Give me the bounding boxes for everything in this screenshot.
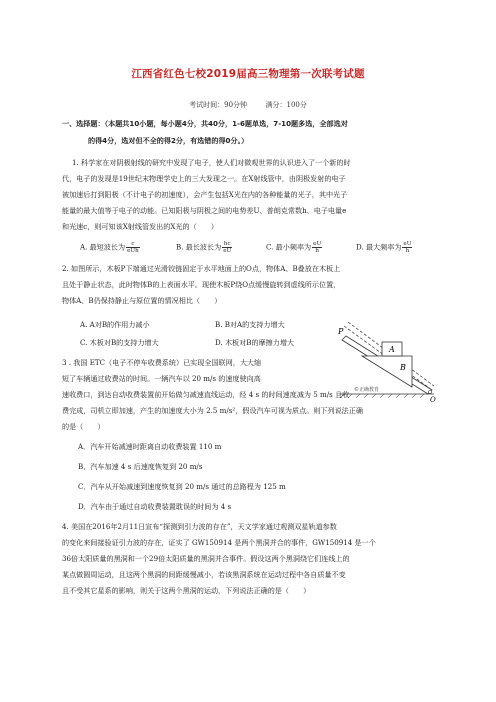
q2-option-a[interactable]: A. A对B的作用力减小 bbox=[80, 320, 150, 329]
q1-option-b[interactable]: B. 最长波长为 $\frac{hc}{eU}$ bbox=[176, 241, 232, 254]
q1-line3: 被加速后打到阳极（不计电子的初速度），会产生包括X光在内的各种能量的光子，其中光子 bbox=[62, 190, 348, 199]
q2-option-c[interactable]: C. 木板对B的支持力增大 bbox=[80, 338, 159, 347]
q1-option-d[interactable]: D. 最大频率为 $\frac{eU}{h}$ bbox=[356, 241, 412, 254]
q1-line5: 和光速c，则可知该X射线管发出的X光的（ ） bbox=[62, 222, 218, 231]
q1-option-c[interactable]: C. 最小频率为 $\frac{eU}{h}$ bbox=[266, 241, 322, 254]
q1-line2: 代，电子的发现是19世纪末物理学史上的三大发现之一。在X射线管中，由阴极发射的电子 bbox=[62, 174, 346, 183]
q3-option-c[interactable]: C．汽车从开始减速到速度恢复到 20 m/s 通过的总路程为 125 m bbox=[78, 482, 286, 491]
q4-line3: 36倍太阳质量的黑洞和一个29倍太阳质量的黑洞并合事件。假设这两个黑洞绕它们连线上的 bbox=[62, 554, 350, 563]
label-o: O bbox=[430, 396, 436, 402]
q3-option-b[interactable]: B．汽车加速 4 s 后速度恢复到 20 m/s bbox=[78, 462, 203, 471]
q4-line2: 的变化来间接验证引力波的存在，证实了 GW150914 是两个黑洞并合的事件，GW150914 是一个 bbox=[62, 538, 376, 547]
section1-line2: 的得4分，选对但不全的得2分，有选错的得0分。） bbox=[88, 136, 249, 145]
q1-line4: 能量的最大值等于电子的动能。已知阳极与阴极之间的电势差U、普朗克常数h、电子电量e bbox=[62, 206, 347, 215]
q2-option-b[interactable]: B. B对A的支持力增大 bbox=[215, 320, 285, 329]
q3-option-a[interactable]: A．汽车开始减速时距离自动收费装置 110 m bbox=[78, 442, 222, 451]
q4-line5: 且不受其它星系的影响，则关于这两个黑洞的运动，下列说法正确的是（ ） bbox=[62, 586, 311, 595]
q3-line5: 的是（ ） bbox=[62, 422, 105, 431]
exam-info bbox=[0, 100, 496, 110]
label-b: B bbox=[400, 363, 406, 372]
page-title: 江西省红色七校2019届高三物理第一次联考试题 bbox=[131, 68, 365, 80]
q3-line3: 速收费口，到达自动收费装置前开始做匀减速直线运动，经 4 s 的时间速度减为 5 m/s 且收 bbox=[62, 390, 350, 399]
label-p: P bbox=[338, 327, 344, 336]
section1-line1: 一、选择题：（本题共10小题，每小题4分，共40分，1-6题单选，7-10题多选，全部选对 bbox=[62, 119, 348, 128]
q4-line1: 4. 美国在2016年2月11日宣布“探测到引力波的存在”，天文学家通过观测双星轨道参数 bbox=[62, 522, 337, 531]
exam-time: 考试时间：90分钟 bbox=[189, 101, 248, 109]
q2-option-d[interactable]: D. 木板对B的摩擦力增大 bbox=[215, 338, 295, 347]
diagram-caption: ©正确教育 bbox=[354, 387, 380, 393]
q2-line2: 且处于静止状态，此时物体B的上表面水平。现使木板P绕O点缓慢旋转到虚线所示位置， bbox=[62, 280, 341, 289]
q2-line3: 物体A、B仍保持静止与原位置的情况相比（ ） bbox=[62, 296, 222, 305]
q4-line4: 某点做圆周运动，且这两个黑洞的间距缓慢减小，若该黑洞系统在运动过程中各自质量不变 bbox=[62, 570, 346, 579]
ground-hatch bbox=[340, 394, 424, 398]
hinge-o bbox=[429, 391, 432, 394]
exam-score: 满分：100分 bbox=[265, 101, 307, 109]
q3-line2: 短了车辆通过收费站的时间。一辆汽车以 20 m/s 的速度驶向高 bbox=[62, 374, 261, 383]
label-a: A bbox=[389, 345, 395, 354]
q1-option-a[interactable]: A. 最短波长为 $\frac{c}{\text{eUh}}$ bbox=[80, 241, 139, 254]
q2-diagram bbox=[336, 320, 436, 402]
q3-line1: 3 . 我国 ETC（电子不停车收费系统）已实现全国联网，大大缩 bbox=[62, 358, 262, 367]
q1-line1: 1. 科学家在对阴极射线的研究中发现了电子，使人们对微观世界的认识进入了一个新的时 bbox=[72, 158, 351, 167]
q2-line1: 2. 如图所示，木板P下端通过光滑铰链固定于水平地面上的O点，物体A、B叠放在木板上 bbox=[62, 264, 341, 273]
q3-option-d[interactable]: D．汽车由于通过自动收费装置耽误的时间为 4 s bbox=[78, 502, 232, 511]
q3-line4: 费完成，司机立即加速，产生的加速度大小为 2.5 m/s²，假设汽车可视为质点。则下列说法正确 bbox=[62, 406, 363, 415]
